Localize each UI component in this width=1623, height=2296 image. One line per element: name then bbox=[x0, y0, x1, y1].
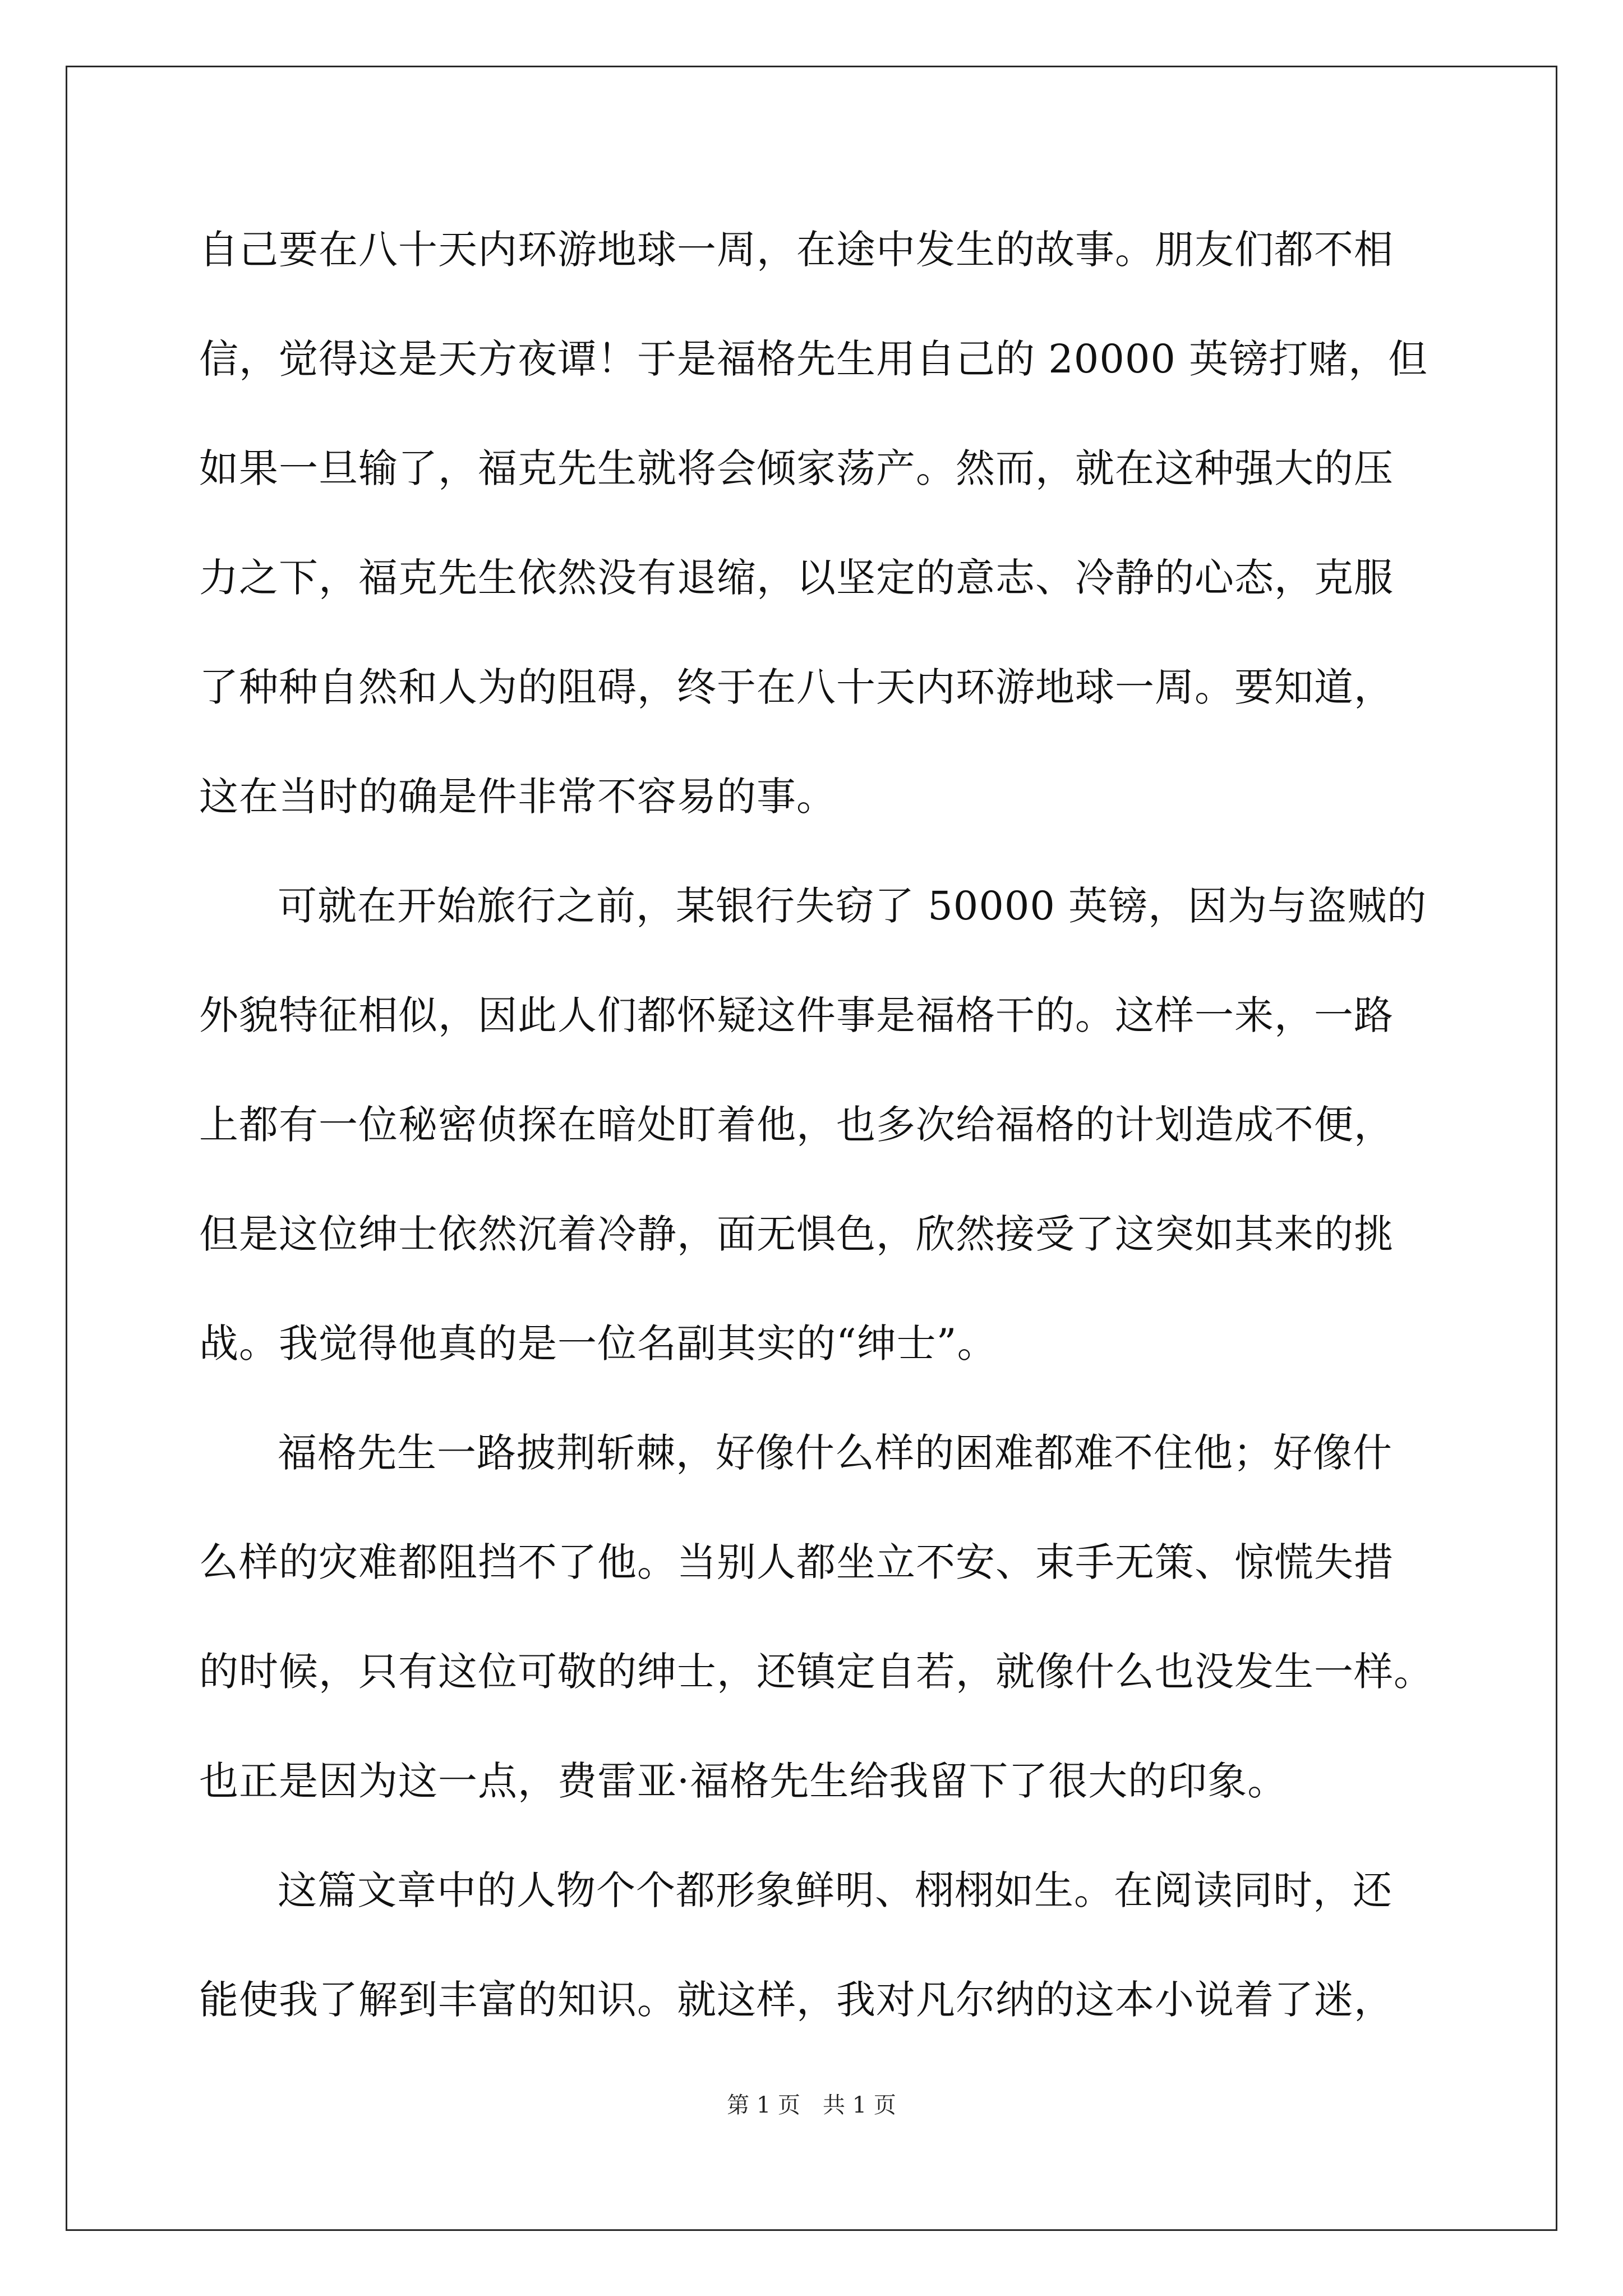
text-line: 也正是因为这一点，费雷亚·福格先生给我留下了很大的印象。 bbox=[199, 1758, 1288, 1804]
text-line: 的时候，只有这位可敬的绅士，还镇定自若，就像什么也没发生一样。 bbox=[199, 1649, 1433, 1695]
page-footer bbox=[0, 2091, 1623, 2119]
text-line: 外貌特征相似，因此人们都怀疑这件事是福格干的。这样一来，一路 bbox=[199, 992, 1394, 1038]
text-line: 了种种自然和人为的阻碍，终于在八十天内环游地球一周。要知道， bbox=[199, 664, 1394, 710]
text-line: 战。我觉得他真的是一位名副其实的“绅士”。 bbox=[199, 1320, 997, 1366]
page-total: 共 1 页 bbox=[823, 2092, 896, 2118]
text-line: 么样的灾难都阻挡不了他。当别人都坐立不安、束手无策、惊慌失措 bbox=[199, 1539, 1394, 1585]
paragraph-start-line: 可就在开始旅行之前，某银行失窃了 50000 英镑，因为与盗贼的 bbox=[278, 883, 1427, 929]
text-line: 能使我了解到丰富的知识。就这样，我对凡尔纳的这本小说着了迷， bbox=[199, 1977, 1394, 2023]
text-line: 信，觉得这是天方夜谭！于是福格先生用自己的 20000 英镑打赌，但 bbox=[199, 336, 1428, 382]
paragraph-start-line: 福格先生一路披荆斩棘，好像什么样的困难都难不住他；好像什 bbox=[278, 1430, 1393, 1476]
text-line: 如果一旦输了，福克先生就将会倾家荡产。然而，就在这种强大的压 bbox=[199, 445, 1394, 491]
page-number: 第 1 页 bbox=[727, 2092, 800, 2118]
text-line: 上都有一位秘密侦探在暗处盯着他，也多次给福格的计划造成不便， bbox=[199, 1102, 1394, 1148]
text-line: 但是这位绅士依然沉着冷静，面无惧色，欣然接受了这突如其来的挑 bbox=[199, 1211, 1394, 1257]
text-line: 这在当时的确是件非常不容易的事。 bbox=[199, 774, 836, 820]
text-line: 力之下，福克先生依然没有退缩，以坚定的意志、冷静的心态，克服 bbox=[199, 555, 1394, 601]
paragraph-start-line: 这篇文章中的人物个个都形象鲜明、栩栩如生。在阅读同时，还 bbox=[278, 1867, 1393, 1913]
text-line: 自己要在八十天内环游地球一周，在途中发生的故事。朋友们都不相 bbox=[199, 227, 1394, 273]
